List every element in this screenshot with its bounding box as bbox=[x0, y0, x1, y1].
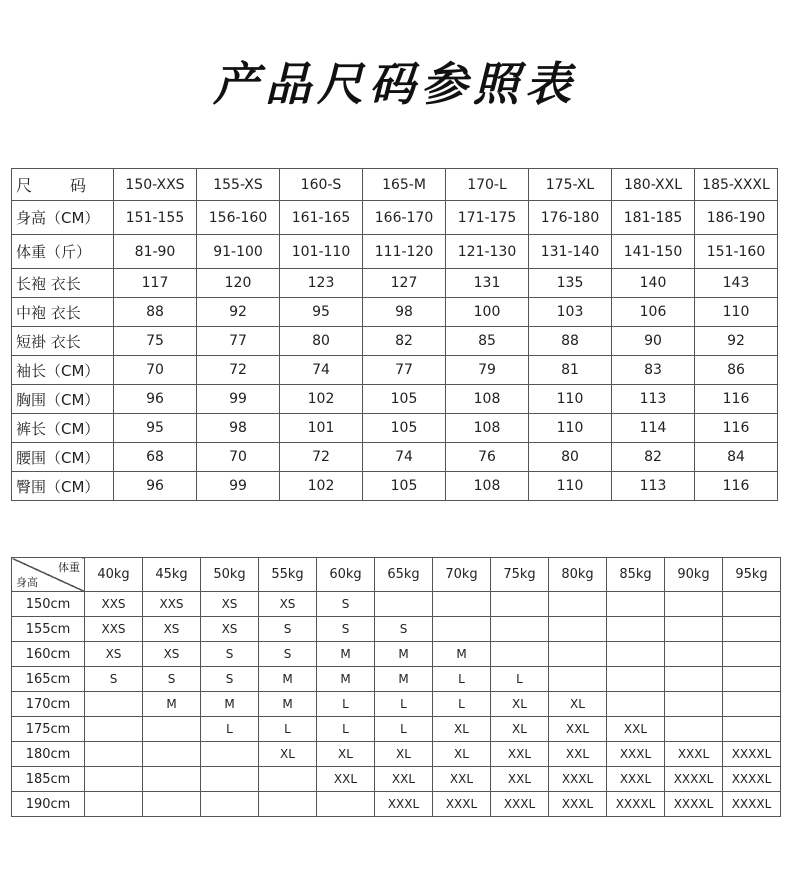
table-cell: 99 bbox=[197, 385, 280, 414]
table-cell: XL bbox=[549, 692, 607, 717]
table-cell: XXL bbox=[549, 742, 607, 767]
table-cell bbox=[85, 742, 143, 767]
table-cell: 74 bbox=[280, 356, 363, 385]
table-cell bbox=[549, 592, 607, 617]
table-cell bbox=[201, 792, 259, 817]
weight-column-header: 55kg bbox=[259, 558, 317, 592]
table-cell bbox=[433, 617, 491, 642]
row-label: 150cm bbox=[12, 592, 85, 617]
table-cell bbox=[665, 592, 723, 617]
table-cell bbox=[665, 617, 723, 642]
size-column-header: 180-XXL bbox=[612, 169, 695, 201]
size-column-header: 175-XL bbox=[529, 169, 612, 201]
size-column-header: 165-M bbox=[363, 169, 446, 201]
table-cell: 81-90 bbox=[114, 235, 197, 269]
table-cell: XXXXL bbox=[723, 767, 781, 792]
table-cell: L bbox=[201, 717, 259, 742]
table-cell: XXL bbox=[317, 767, 375, 792]
weight-column-header: 60kg bbox=[317, 558, 375, 592]
table-cell: 83 bbox=[612, 356, 695, 385]
table-cell: 102 bbox=[280, 385, 363, 414]
table-cell: 105 bbox=[363, 414, 446, 443]
table-cell: 81 bbox=[529, 356, 612, 385]
table-cell: 186-190 bbox=[695, 201, 778, 235]
table-cell bbox=[317, 792, 375, 817]
table-cell: XXS bbox=[143, 592, 201, 617]
weight-column-header: 65kg bbox=[375, 558, 433, 592]
table-cell: XL bbox=[491, 692, 549, 717]
table-cell bbox=[607, 642, 665, 667]
table-cell bbox=[85, 692, 143, 717]
weight-column-header: 70kg bbox=[433, 558, 491, 592]
table-cell: XL bbox=[259, 742, 317, 767]
table-cell bbox=[143, 792, 201, 817]
table-cell: XL bbox=[491, 717, 549, 742]
table-row bbox=[12, 201, 778, 235]
table-cell: 110 bbox=[529, 472, 612, 501]
table-cell: 70 bbox=[197, 443, 280, 472]
table-cell: 171-175 bbox=[446, 201, 529, 235]
row-label: 190cm bbox=[12, 792, 85, 817]
table-cell: 106 bbox=[612, 298, 695, 327]
table-cell: 75 bbox=[114, 327, 197, 356]
table-cell: XS bbox=[201, 617, 259, 642]
size-header-label: 尺 码 bbox=[12, 169, 114, 201]
table-cell bbox=[607, 692, 665, 717]
table-cell: 117 bbox=[114, 269, 197, 298]
table-cell: 113 bbox=[612, 472, 695, 501]
size-header-row bbox=[12, 169, 778, 201]
table-cell bbox=[85, 767, 143, 792]
table-row bbox=[12, 717, 781, 742]
table-cell: 77 bbox=[363, 356, 446, 385]
table-cell: 116 bbox=[695, 385, 778, 414]
table-cell bbox=[723, 617, 781, 642]
table-cell: L bbox=[259, 717, 317, 742]
table-cell: 70 bbox=[114, 356, 197, 385]
size-column-header: 170-L bbox=[446, 169, 529, 201]
table-cell bbox=[491, 642, 549, 667]
table-cell: 110 bbox=[529, 414, 612, 443]
table-cell bbox=[143, 742, 201, 767]
table-row bbox=[12, 617, 781, 642]
table-cell: XS bbox=[85, 642, 143, 667]
table-cell: S bbox=[317, 592, 375, 617]
table-cell: L bbox=[375, 692, 433, 717]
table-cell: 90 bbox=[612, 327, 695, 356]
table-cell: 166-170 bbox=[363, 201, 446, 235]
table-cell: 143 bbox=[695, 269, 778, 298]
table-cell: 161-165 bbox=[280, 201, 363, 235]
table-cell: XXS bbox=[85, 592, 143, 617]
table-cell: XXXL bbox=[549, 767, 607, 792]
table-cell: 88 bbox=[114, 298, 197, 327]
table-cell: 131 bbox=[446, 269, 529, 298]
table-cell: XXL bbox=[375, 767, 433, 792]
table-cell: S bbox=[259, 642, 317, 667]
table-cell: XXXL bbox=[607, 767, 665, 792]
row-label: 身高（CM） bbox=[12, 201, 114, 235]
row-label: 170cm bbox=[12, 692, 85, 717]
size-column-header: 155-XS bbox=[197, 169, 280, 201]
table-cell: 92 bbox=[695, 327, 778, 356]
table-row bbox=[12, 443, 778, 472]
row-label: 臀围（CM） bbox=[12, 472, 114, 501]
table-cell: 91-100 bbox=[197, 235, 280, 269]
table-row bbox=[12, 298, 778, 327]
table-cell: 116 bbox=[695, 414, 778, 443]
table-row bbox=[12, 385, 778, 414]
table-cell bbox=[723, 692, 781, 717]
table-cell: 98 bbox=[197, 414, 280, 443]
table-cell: 95 bbox=[114, 414, 197, 443]
table-cell: 113 bbox=[612, 385, 695, 414]
table-cell bbox=[375, 592, 433, 617]
table-cell: 105 bbox=[363, 385, 446, 414]
table-cell: 77 bbox=[197, 327, 280, 356]
row-label: 180cm bbox=[12, 742, 85, 767]
table-row bbox=[12, 356, 778, 385]
table-cell: M bbox=[143, 692, 201, 717]
table-cell: 123 bbox=[280, 269, 363, 298]
weight-column-header: 75kg bbox=[491, 558, 549, 592]
weight-column-header: 40kg bbox=[85, 558, 143, 592]
table-cell: XXL bbox=[549, 717, 607, 742]
weight-column-header: 45kg bbox=[143, 558, 201, 592]
table-cell: 103 bbox=[529, 298, 612, 327]
table-cell: S bbox=[317, 617, 375, 642]
table-row bbox=[12, 269, 778, 298]
table-cell: 110 bbox=[695, 298, 778, 327]
table-cell bbox=[549, 667, 607, 692]
table-cell bbox=[549, 642, 607, 667]
table-cell: XL bbox=[375, 742, 433, 767]
table-cell: M bbox=[317, 642, 375, 667]
table-cell: 72 bbox=[197, 356, 280, 385]
table-row bbox=[12, 414, 778, 443]
table-cell: 105 bbox=[363, 472, 446, 501]
table-cell bbox=[665, 692, 723, 717]
table-cell: 111-120 bbox=[363, 235, 446, 269]
row-label: 160cm bbox=[12, 642, 85, 667]
table-cell: XXXL bbox=[375, 792, 433, 817]
table-cell: 82 bbox=[612, 443, 695, 472]
table-cell: 151-155 bbox=[114, 201, 197, 235]
table-cell bbox=[259, 792, 317, 817]
table-cell: 141-150 bbox=[612, 235, 695, 269]
row-label: 165cm bbox=[12, 667, 85, 692]
size-chart-table bbox=[11, 168, 778, 501]
corner-weight-label: 体重 bbox=[58, 561, 80, 574]
table-cell: XS bbox=[201, 592, 259, 617]
table-cell: 114 bbox=[612, 414, 695, 443]
table-cell: 116 bbox=[695, 472, 778, 501]
table-cell: M bbox=[375, 642, 433, 667]
table-cell: 131-140 bbox=[529, 235, 612, 269]
table-cell: 102 bbox=[280, 472, 363, 501]
table-cell bbox=[607, 592, 665, 617]
table-cell: M bbox=[375, 667, 433, 692]
table-cell: 101 bbox=[280, 414, 363, 443]
size-column-header: 185-XXXL bbox=[695, 169, 778, 201]
table-cell bbox=[607, 667, 665, 692]
table-cell: S bbox=[143, 667, 201, 692]
table-cell: 100 bbox=[446, 298, 529, 327]
table-row bbox=[12, 792, 781, 817]
table-cell: XXXXL bbox=[607, 792, 665, 817]
table-row bbox=[12, 592, 781, 617]
table-cell: 80 bbox=[529, 443, 612, 472]
table-cell: S bbox=[85, 667, 143, 692]
table-cell: XXL bbox=[491, 767, 549, 792]
table-cell bbox=[665, 667, 723, 692]
table-cell: 79 bbox=[446, 356, 529, 385]
table-cell: XXXL bbox=[491, 792, 549, 817]
table-cell: XL bbox=[433, 742, 491, 767]
weight-column-header: 85kg bbox=[607, 558, 665, 592]
table-cell: 84 bbox=[695, 443, 778, 472]
row-label: 体重（斤） bbox=[12, 235, 114, 269]
table-row bbox=[12, 692, 781, 717]
table-cell bbox=[259, 767, 317, 792]
table-cell: M bbox=[317, 667, 375, 692]
weight-column-header: 80kg bbox=[549, 558, 607, 592]
table-cell: XXXXL bbox=[723, 742, 781, 767]
table-cell bbox=[491, 592, 549, 617]
row-label: 长袍 衣长 bbox=[12, 269, 114, 298]
table-cell: L bbox=[317, 717, 375, 742]
table-cell: XXS bbox=[85, 617, 143, 642]
row-label: 中袍 衣长 bbox=[12, 298, 114, 327]
row-label: 185cm bbox=[12, 767, 85, 792]
table-cell: 110 bbox=[529, 385, 612, 414]
row-label: 胸围（CM） bbox=[12, 385, 114, 414]
table-cell: XXXL bbox=[607, 742, 665, 767]
table-cell bbox=[723, 667, 781, 692]
table-cell: XXL bbox=[607, 717, 665, 742]
size-column-header: 160-S bbox=[280, 169, 363, 201]
corner-header bbox=[12, 558, 85, 592]
table-cell bbox=[143, 767, 201, 792]
table-cell: M bbox=[433, 642, 491, 667]
table-cell: 108 bbox=[446, 385, 529, 414]
table-cell: 121-130 bbox=[446, 235, 529, 269]
row-label: 短褂 衣长 bbox=[12, 327, 114, 356]
table-cell: L bbox=[491, 667, 549, 692]
table-cell bbox=[433, 592, 491, 617]
table-cell: 92 bbox=[197, 298, 280, 327]
row-label: 腰围（CM） bbox=[12, 443, 114, 472]
row-label: 155cm bbox=[12, 617, 85, 642]
table-cell: S bbox=[375, 617, 433, 642]
table-cell: 99 bbox=[197, 472, 280, 501]
table-cell: XL bbox=[433, 717, 491, 742]
table-cell: 101-110 bbox=[280, 235, 363, 269]
row-label: 裤长（CM） bbox=[12, 414, 114, 443]
table-cell: XS bbox=[143, 617, 201, 642]
table-cell: L bbox=[317, 692, 375, 717]
table-cell: 72 bbox=[280, 443, 363, 472]
table-cell: S bbox=[201, 642, 259, 667]
table-cell: XS bbox=[143, 642, 201, 667]
table-cell: 88 bbox=[529, 327, 612, 356]
table-cell: 151-160 bbox=[695, 235, 778, 269]
table-row bbox=[12, 742, 781, 767]
size-column-header: 150-XXS bbox=[114, 169, 197, 201]
table-cell bbox=[201, 742, 259, 767]
table-cell: 68 bbox=[114, 443, 197, 472]
table-cell: 156-160 bbox=[197, 201, 280, 235]
table-row bbox=[12, 767, 781, 792]
table-cell: XL bbox=[317, 742, 375, 767]
table-cell: 85 bbox=[446, 327, 529, 356]
table-cell: 86 bbox=[695, 356, 778, 385]
table-cell: 108 bbox=[446, 472, 529, 501]
table-cell: L bbox=[433, 667, 491, 692]
table-row bbox=[12, 472, 778, 501]
table-cell: 120 bbox=[197, 269, 280, 298]
table-cell: 76 bbox=[446, 443, 529, 472]
table-cell: XXXXL bbox=[723, 792, 781, 817]
table-cell: L bbox=[375, 717, 433, 742]
weight-column-header: 90kg bbox=[665, 558, 723, 592]
table-cell: XXXXL bbox=[665, 792, 723, 817]
table-cell: 135 bbox=[529, 269, 612, 298]
table-cell: S bbox=[259, 617, 317, 642]
table-cell bbox=[723, 717, 781, 742]
corner-height-label: 身高 bbox=[16, 576, 38, 589]
table-cell: S bbox=[201, 667, 259, 692]
table-cell: 140 bbox=[612, 269, 695, 298]
page-title: 产品尺码参照表 bbox=[213, 57, 577, 111]
table-cell: L bbox=[433, 692, 491, 717]
table-cell: 95 bbox=[280, 298, 363, 327]
weight-header-row bbox=[12, 558, 781, 592]
table-cell: M bbox=[259, 667, 317, 692]
table-cell bbox=[607, 617, 665, 642]
table-row bbox=[12, 667, 781, 692]
table-cell bbox=[143, 717, 201, 742]
table-cell: 98 bbox=[363, 298, 446, 327]
table-cell bbox=[665, 717, 723, 742]
table-cell: 80 bbox=[280, 327, 363, 356]
table-cell: XXL bbox=[433, 767, 491, 792]
table-cell: 82 bbox=[363, 327, 446, 356]
table-cell bbox=[201, 767, 259, 792]
table-cell bbox=[723, 642, 781, 667]
table-cell: M bbox=[259, 692, 317, 717]
table-row bbox=[12, 235, 778, 269]
table-cell bbox=[85, 717, 143, 742]
table-row bbox=[12, 327, 778, 356]
table-cell: XXXXL bbox=[665, 767, 723, 792]
table-cell bbox=[723, 592, 781, 617]
table-cell: 96 bbox=[114, 472, 197, 501]
table-cell: XXL bbox=[491, 742, 549, 767]
weight-column-header: 95kg bbox=[723, 558, 781, 592]
table-cell: XS bbox=[259, 592, 317, 617]
table-cell: XXXL bbox=[433, 792, 491, 817]
table-cell bbox=[665, 642, 723, 667]
row-label: 袖长（CM） bbox=[12, 356, 114, 385]
table-cell: XXXL bbox=[665, 742, 723, 767]
table-cell: M bbox=[201, 692, 259, 717]
table-cell bbox=[85, 792, 143, 817]
table-cell bbox=[549, 617, 607, 642]
table-cell: 108 bbox=[446, 414, 529, 443]
row-label: 175cm bbox=[12, 717, 85, 742]
table-cell: 176-180 bbox=[529, 201, 612, 235]
table-cell bbox=[491, 617, 549, 642]
weight-column-header: 50kg bbox=[201, 558, 259, 592]
height-weight-table bbox=[11, 557, 781, 817]
table-row bbox=[12, 642, 781, 667]
table-cell: 127 bbox=[363, 269, 446, 298]
table-cell: 96 bbox=[114, 385, 197, 414]
table-cell: 74 bbox=[363, 443, 446, 472]
table-cell: 181-185 bbox=[612, 201, 695, 235]
table-cell: XXXL bbox=[549, 792, 607, 817]
